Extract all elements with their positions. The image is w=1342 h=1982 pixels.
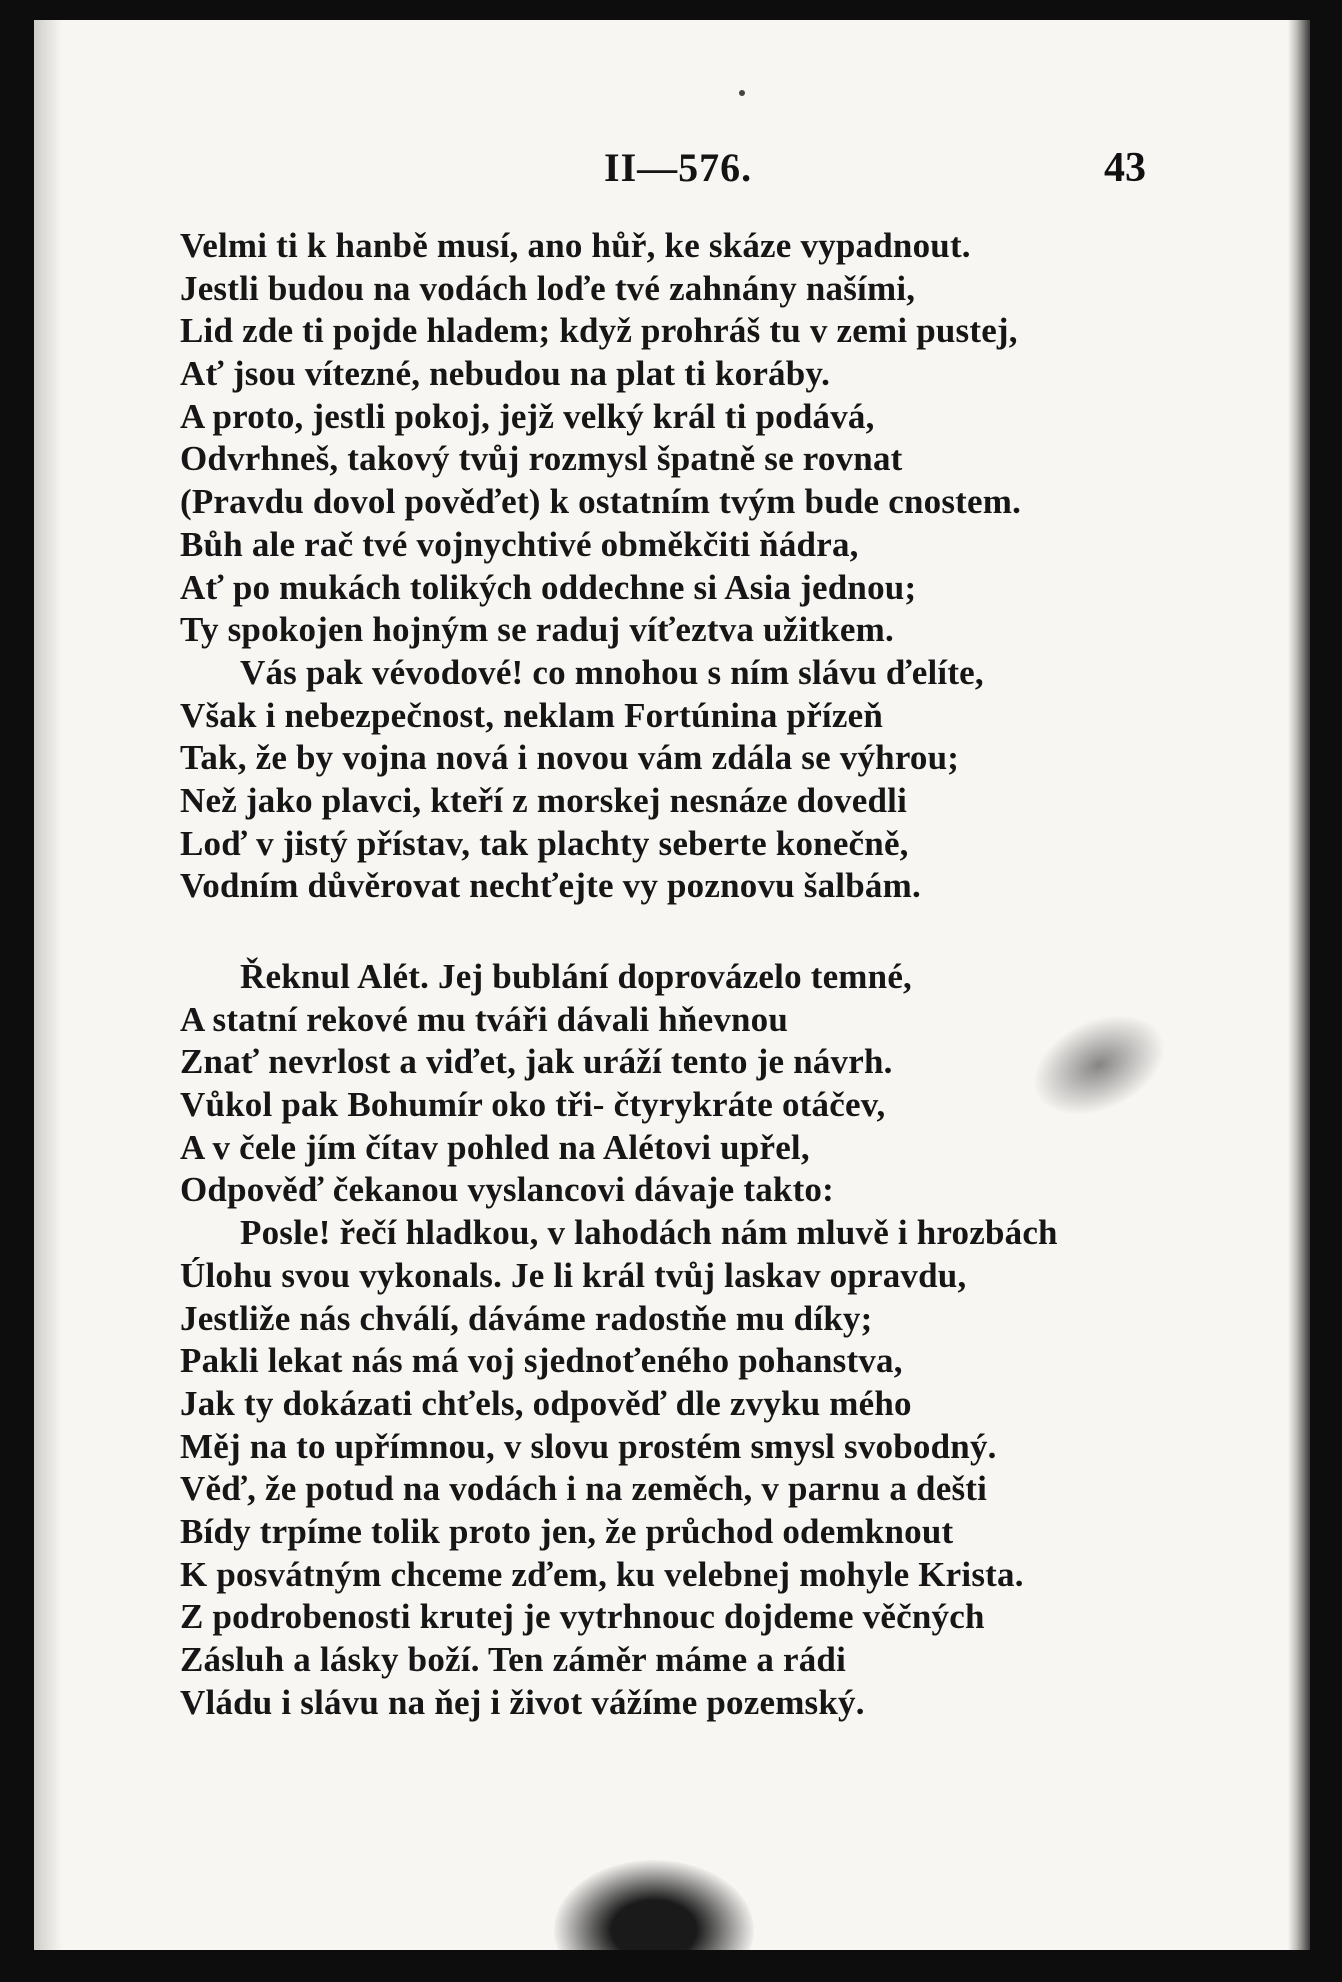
stanza: [180, 225, 1200, 908]
ink-blot: [554, 1860, 754, 1950]
verse-line: Jak ty dokázati chťels, odpověď dle zvyku mého: [180, 1383, 912, 1423]
ink-speck: [739, 90, 745, 96]
verse-line: Zásluh a lásky boží. Ten záměr máme a rádi: [180, 1640, 846, 1679]
verse-line: Úlohu svou vykonals. Je li král tvůj laskav opravdu,: [180, 1255, 967, 1295]
page-number: 43: [1104, 145, 1146, 191]
verse-line: A statní rekové mu tváři dávali hňevnou: [180, 999, 789, 1039]
poem-text: [180, 225, 1200, 1724]
verse-line: Jestliže nás chválí, dáváme radostňe mu díky;: [180, 1298, 873, 1338]
verse-line: K posvátným chceme zďem, ku velebnej mohyle Krista.: [180, 1554, 1024, 1594]
verse-line: Ať jsou vítezné, nebudou na plat ti koráby.: [180, 354, 831, 394]
stanza-gap: [180, 908, 1200, 956]
verse-line: A v čele jím čítav pohled na Alétovi upřel,: [180, 1127, 810, 1167]
verse-line: Měj na to upřímnou, v slovu prostém smysl svobodný.: [180, 1426, 997, 1466]
verse-line: Vodním důvěrovat nechťejte vy poznovu šalbám.: [180, 866, 921, 906]
verse-line: Odvrhneš, takový tvůj rozmysl špatně se rovnat: [180, 439, 903, 479]
verse-line: A proto, jestli pokoj, jejž velký král ti podává,: [180, 396, 875, 436]
verse-line: Pakli lekat nás má voj sjednoťeného pohanstva,: [180, 1341, 903, 1381]
verse-line: Z podrobenosti krutej je vytrhnouc dojdeme věčných: [180, 1597, 985, 1637]
verse-line: Znať nevrlost a viďet, jak uráží tento je návrh.: [180, 1042, 893, 1082]
verse-line: Bůh ale rač tvé vojnychtivé obměkčiti ňádra,: [180, 524, 859, 564]
verse-line: Lid zde ti pojde hladem; když prohráš tu v zemi pustej,: [180, 311, 1018, 351]
verse-line: Velmi ti k hanbě musí, ano hůř, ke skáze vypadnout.: [180, 226, 971, 265]
verse-line: Vládu i slávu na ňej i život vážíme pozemský.: [180, 1682, 865, 1722]
verse-line: Vás pak vévodové! co mnohou s ním slávu ďelíte,: [240, 652, 984, 692]
signature-mark: II—576.: [604, 145, 753, 190]
verse-line: (Pravdu dovol pověďet) k ostatním tvým bude cnostem.: [180, 482, 1022, 522]
verse-line: Ať po mukách tolikých oddechne si Asia jednou;: [180, 567, 917, 607]
page-left-edge: [34, 20, 62, 1950]
verse-line: Vůkol pak Bohumír oko tři- čtyrykráte otáčev,: [180, 1085, 886, 1125]
verse-line: Odpověď čekanou vyslancovi dávaje takto:: [180, 1170, 834, 1210]
verse-line: Než jako plavci, kteří z morskej nesnáze dovedli: [180, 780, 907, 820]
verse-line: Jestli budou na vodách loďe tvé zahnány našími,: [180, 268, 916, 308]
verse-line: Věď, že potud na vodách i na zeměch, v parnu a dešti: [180, 1469, 988, 1509]
page-right-edge: [1288, 20, 1310, 1950]
verse-line: Ty spokojen hojným se raduj víťeztva užitkem.: [180, 610, 894, 650]
verse-line: Řeknul Alét. Jej bublání doprovázelo temné,: [240, 957, 913, 996]
verse-line: Posle! řečí hladkou, v lahodách nám mluvě i hrozbách: [240, 1213, 1058, 1253]
verse-line: Tak, že by vojna nová i novou vám zdála se výhrou;: [180, 738, 960, 778]
verse-line: Bídy trpíme tolik proto jen, že průchod odemknout: [180, 1511, 954, 1551]
verse-line: Však i nebezpečnost, neklam Fortúnina přízeň: [180, 695, 883, 735]
verse-line: Loď v jistý přístav, tak plachty seberte konečně,: [180, 823, 909, 863]
book-page: [34, 20, 1310, 1950]
